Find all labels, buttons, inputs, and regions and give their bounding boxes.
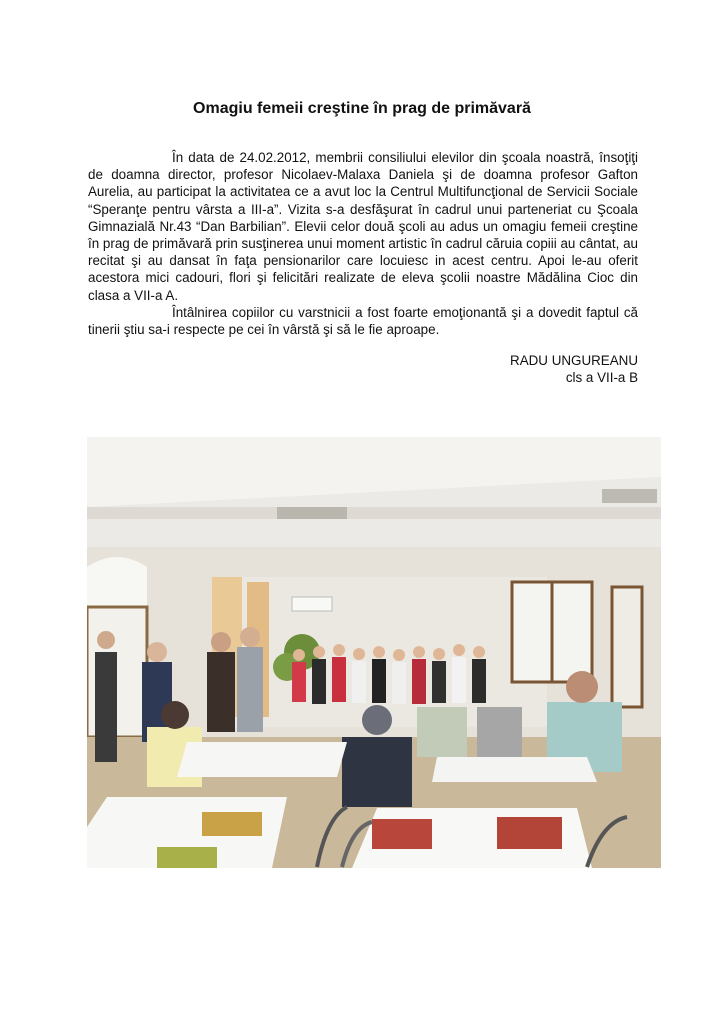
author-class: cls a VII-a B bbox=[565, 370, 638, 386]
article-body bbox=[88, 149, 638, 338]
paragraph-2: Întâlnirea copiilor cu varstnicii a fost foarte emoţionantă şi a dovedit faptul că tinerii ştiu sa-i respecte pe cei în vârstă şi să le fie aproape. bbox=[88, 304, 638, 338]
event-photo-illustration bbox=[87, 437, 661, 868]
document-title: Omagiu femeii creştine în prag de primăvară bbox=[193, 100, 531, 117]
signature-block bbox=[510, 352, 638, 386]
author-name: RADU UNGUREANU bbox=[510, 353, 638, 368]
paragraph-1: În data de 24.02.2012, membrii consiliului elevilor din şcoala noastră, însoţiţi de doamna director, profesor Nicolaev-Malaxa Daniela şi de doamna profesor Gafton Aurelia, au participat la activitatea ce a avut loc la Centrul Multifuncţional de Servicii Sociale “Speranţe pentru vârsta a III-a”. Vizita s-a desfăşurat în cadrul unui parteneriat cu Şcoala Gimnazială Nr.43 “Dan Barbilian”. Elevii celor două şcoli au adus un omagiu femeii creştine în prag de primăvară prin susţinerea unui moment artistic în cadrul căruia copiii au cântat, au recitat şi au dansat în faţa pensionarilor care locuiesc in acest centru. Apoi le-au oferit acestora mici cadouri, flori şi felicitări realizate de eleva şcolii noastre Mădălina Cioc din clasa a VII-a A. bbox=[88, 150, 638, 303]
event-photo bbox=[87, 437, 661, 868]
